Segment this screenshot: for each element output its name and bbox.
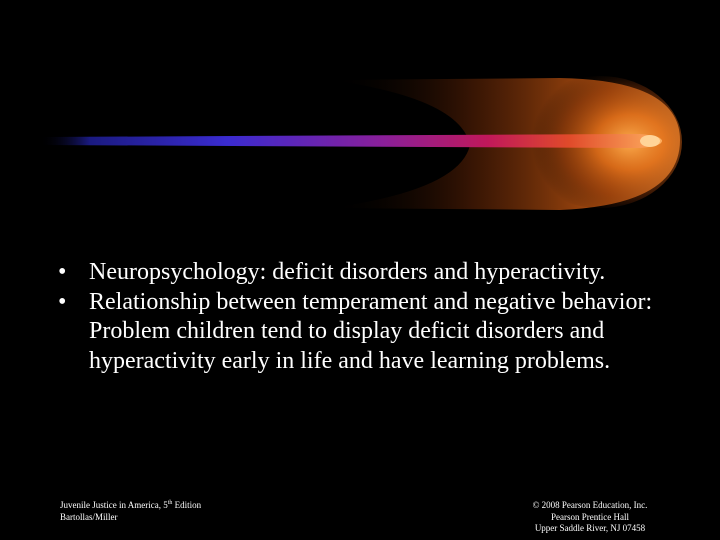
footer-location: Upper Saddle River, NJ 07458 (534, 523, 646, 533)
bullet-text: Neuropsychology: deficit disorders and hyperactivity. (89, 259, 606, 285)
footer-imprint: Pearson Prentice Hall (551, 511, 629, 522)
footer-title-superscript: th (167, 500, 173, 506)
footer-copyright: © 2008 Pearson Education, Inc. (532, 500, 648, 510)
bullet-text: Relationship between temperament and negative behavior: Problem children tend to display deficit disorders and hyperactivity early in life and have learning problems. (89, 288, 653, 374)
footer-title-text: Juvenile Justice in America, 5 (60, 500, 168, 510)
bullet-list (58, 258, 698, 376)
footer-title-edition: Edition (172, 500, 202, 510)
footer-book-info (60, 500, 201, 523)
footer-authors: Bartollas/Miller (60, 511, 118, 522)
footer-book-title (60, 500, 201, 512)
bullet-marker: • (58, 288, 67, 315)
bullet-item (58, 288, 698, 377)
bullet-marker: • (58, 259, 67, 285)
footer-publisher-info (510, 500, 670, 535)
bullet-item (58, 258, 698, 288)
